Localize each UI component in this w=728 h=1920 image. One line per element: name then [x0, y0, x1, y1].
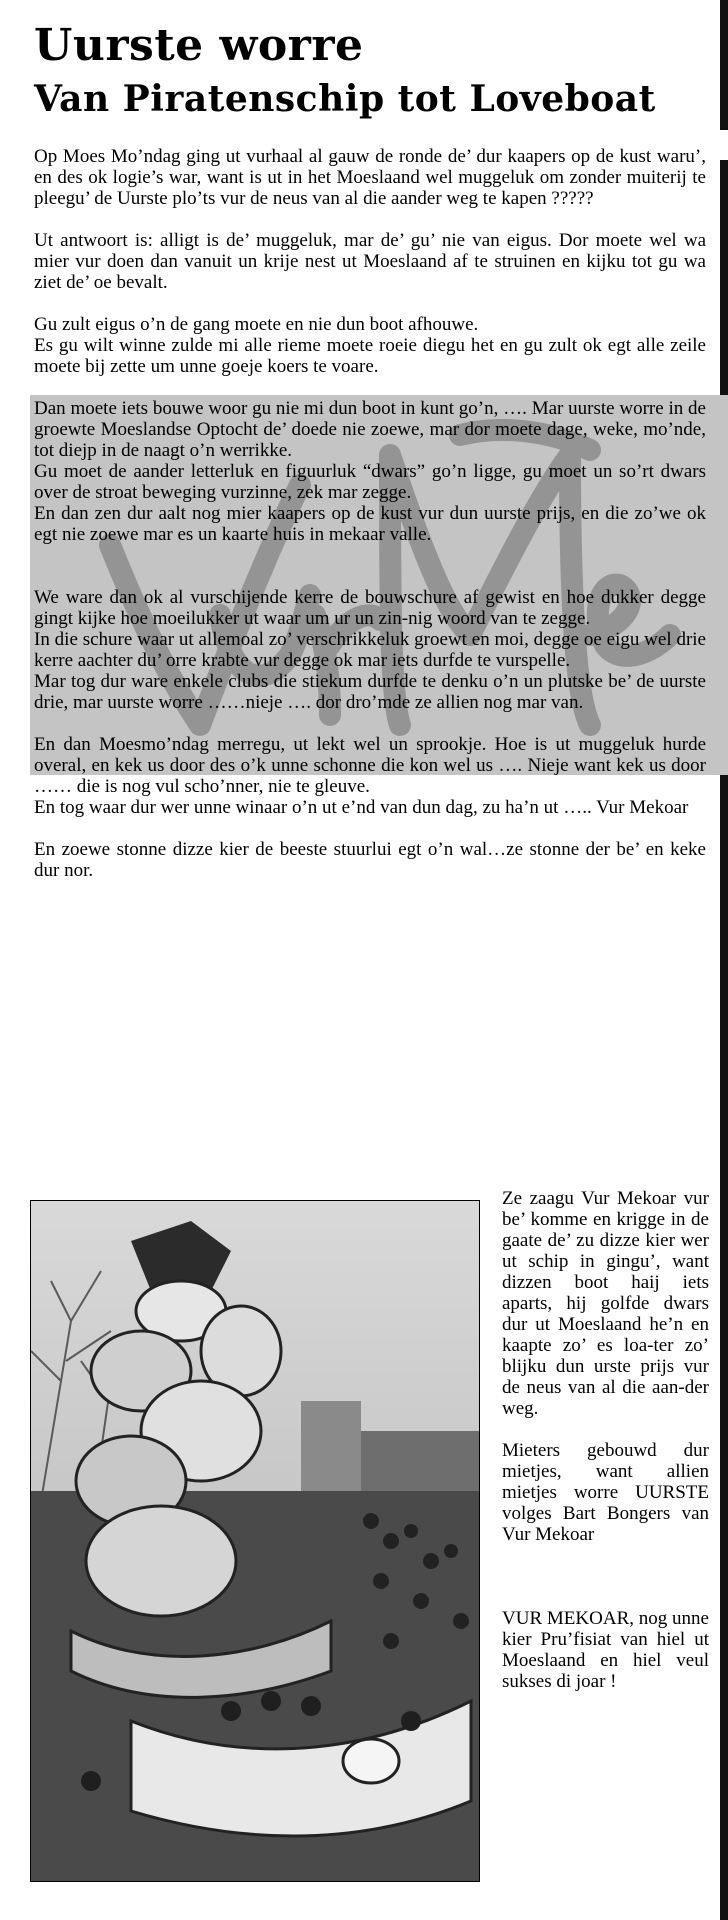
side-paragraph-mieters: Mieters gebouwd dur mietjes, want allien mietjes worre UURSTE volges Bart Bongers van Vur Mekoar	[502, 1440, 709, 1545]
article-body	[34, 146, 706, 902]
paragraph-bouwschure: We ware dan ok al vurschijende kerre de bouwschure af gewist en hoe dukker degge gingt kijke hoe moeilukker ut waar um ur un zin-nig woord van te zegge. In die schure waar ut allemoal zo’ verschrikkeluk groewt en moi, degge oe eigu wel drie kerre aachter du’ orre krabte vur degge ok mar iets durfde te vurspelle. Mar tog dur ware enkele clubs die stiekum durfde te denku o’n un plutske be’ de uurste drie, mar uurste worre ……nieje …. dor dro’mde ze allien nog mar van.	[34, 587, 706, 713]
paragraph-gang: Gu zult eigus o’n de gang moete en nie dun boot afhouwe. Es gu wilt winne zulde mi alle rieme moete roeie diegu het en gu zult ok egt alle zeile moete bij zette um unne goeje koers te voare.	[34, 314, 706, 377]
side-paragraph-ze-zaagu: Ze zaagu Vur Mekoar vur be’ komme en krigge in de gaate de’ zu dizze kier wer ut schip in gingu’, want dizzen boot haij iets aparts, hij golfde dwars dur ut Moeslaand he’n en kaapte zo’ es loa-ter zo’ blijku dun urste prijs vur de neus van al die aan-der weg.	[502, 1188, 709, 1419]
paragraph-intro: Op Moes Mo’ndag ging ut vurhaal al gauw de ronde de’ dur kaapers op de kust waru’, en des ok logie’s war, want is ut in het Moeslaand wel muggeluk om zonder muiterij te pleegu’ de Uurste plo’ts vur de neus van al die aander weg te kapen ?????	[34, 146, 706, 209]
page-edge	[720, 0, 728, 1920]
carnival-float-photo	[30, 1200, 480, 1882]
paragraph-moesmondag: En dan Moesmo’ndag merregu, ut lekt wel un sprookje. Hoe is ut muggeluk hurde overal, en kek us door des o’k unne schonne die kon wel us …. Nieje want kek us door …… die is nog vul scho’nner, nie te gleuve. En tog waar dur wer unne winaar o’n ut e’nd van dun dag, zu ha’n ut ….. Vur Mekoar	[34, 734, 706, 818]
article-title: Uurste worre	[34, 20, 364, 71]
paragraph-bouwe: Dan moete iets bouwe woor gu nie mi dun boot in kunt go’n, …. Mar uurste worre in de groewte Moeslandse Optocht de’ doede nie zoewe, mar dor moete dage, weke, mo’nde, tot diejp in de naagt o’n werrikke. Gu moet de aander letterluk en figuurluk “dwars” go’n ligge, gu moet un so’rt dwars over de stroat beweging vurzinne, zek mar zegge. En dan zen dur aalt nog mier kaapers op de kust vur dun uurste prijs, en die zo’we ok egt nie zoewe mar es un kaarte huis in mekaar valle.	[34, 398, 706, 545]
paragraph-stuurlui: En zoewe stonne dizze kier de beeste stuurlui egt o’n wal…ze stonne der be’ en keke dur nor.	[34, 839, 706, 881]
side-column	[502, 1188, 709, 1713]
side-paragraph-vur-mekoar: VUR MEKOAR, nog unne kier Pru’fisiat van hiel ut Moeslaand en hiel veul sukses di joar !	[502, 1608, 709, 1692]
paragraph-answer: Ut antwoort is: alligt is de’ muggeluk, mar de’ gu’ nie van eigus. Dor moete wel wa mier vur doen dan vanuit un krije nest ut Moeslaand af te struinen en kijku tot gu wa ziet de’ oe bevalt.	[34, 230, 706, 293]
article-subtitle: Van Piratenschip tot Loveboat	[34, 78, 656, 120]
